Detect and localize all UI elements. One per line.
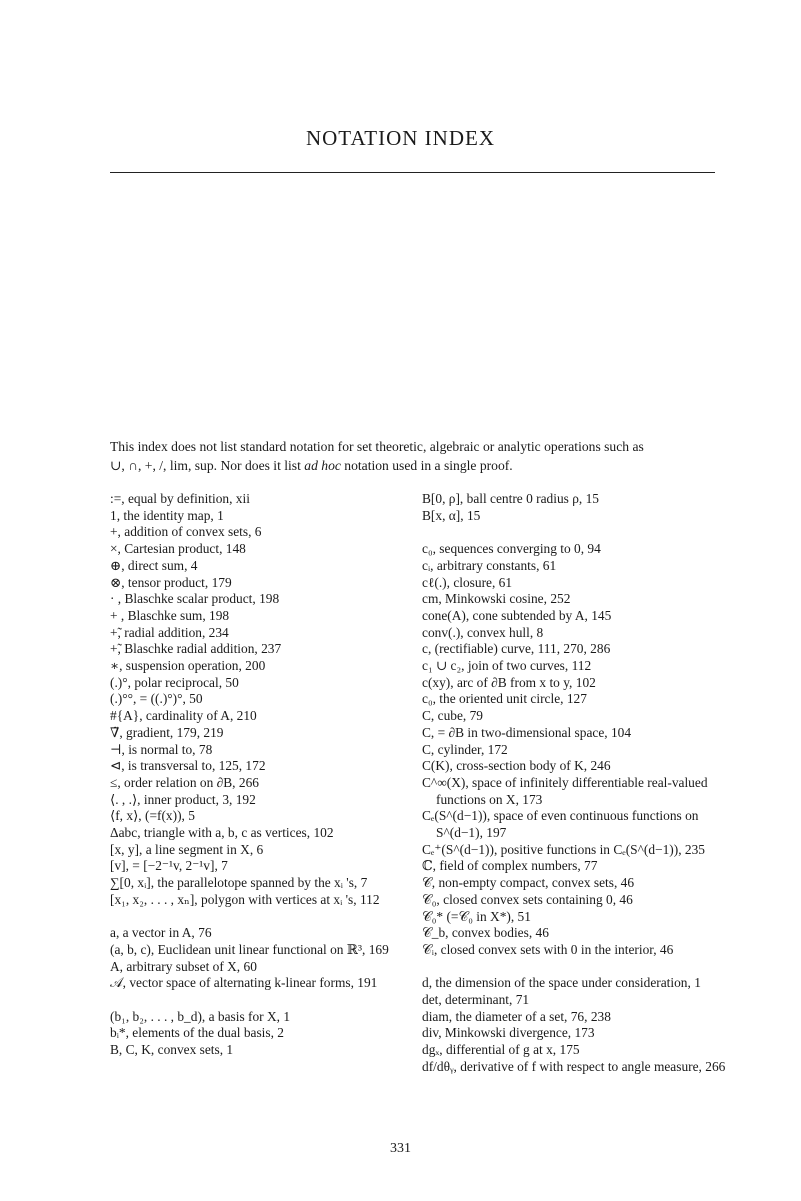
intro-line-2 [110,456,716,475]
index-entry: c(xy), arc of ∂B from x to y, 102 [422,674,596,690]
index-entry: (.)°°, = ((.)°)°, 50 [110,691,203,707]
index-entry: ⟨. , .⟩, inner product, 3, 192 [110,791,256,807]
index-entry: ≤, order relation on ∂B, 266 [110,774,259,790]
index-entry: (.)°, polar reciprocal, 50 [110,674,239,690]
group-spacer [422,959,727,976]
index-entry: ∇̃, gradient, 179, 219 [110,724,224,740]
index-entry: (a, b, c), Euclidean unit linear functional on ℝ³, 169 [110,941,389,957]
index-entry: Cₑ⁺(S^(d−1)), positive functions in Cₑ(S^(d−1)), 235 [422,841,705,857]
index-entry: dgₓ, differential of g at x, 175 [422,1042,580,1058]
index-entry: 𝒞, non-empty compact, convex sets, 46 [422,875,635,891]
intro-line-2-end: notation used in a single proof. [340,458,513,473]
page-number: 331 [390,1141,411,1156]
index-entry: C, cube, 79 [422,708,483,724]
index-entry: +̃, radial addition, 234 [110,624,229,640]
index-entry: (b₁, b₂, . . . , b_d), a basis for X, 1 [110,1008,291,1024]
index-entry: C(K), cross-section body of K, 246 [422,758,611,774]
intro-line-2-start: ∪, ∩, +, /, lim, sup. Nor does it list [110,458,305,473]
index-entry: [x₁, x₂, . . . , xₙ], polygon with vertices at xᵢ 's, 112 [110,891,380,907]
index-entry: + , Blaschke sum, 198 [110,607,230,623]
index-entry: cm, Minkowski cosine, 252 [422,591,571,607]
index-entry: B[x, α], 15 [422,507,481,523]
index-entry: · , Blaschke scalar product, 198 [110,591,280,607]
index-entry: C^∞(X), space of infinitely differentiable real-valued functions on X, 173 [422,774,708,807]
intro-paragraph [110,437,716,475]
index-entry: cᵢ, arbitrary constants, 61 [422,557,557,573]
index-entry: ℂ, field of complex numbers, 77 [422,858,598,874]
index-entry: c₁ ∪ c₂, join of two curves, 112 [422,658,592,674]
right-index-column [422,491,727,1076]
index-entry: 𝒞_b, convex bodies, 46 [422,925,549,941]
index-entry: cone(A), cone subtended by A, 145 [422,607,612,623]
index-entry: Cₑ(S^(d−1)), space of even continuous functions on S^(d−1), 197 [422,808,699,841]
left-index-column [110,491,410,1059]
index-entry: 𝒞ᵢ, closed convex sets with 0 in the interior, 46 [422,941,674,957]
index-entry: B[0, ρ], ball centre 0 radius ρ, 15 [422,491,599,506]
index-entry: cℓ(.), closure, 61 [422,574,513,590]
page-title: NOTATION INDEX [305,126,496,150]
index-entry: 𝒜, vector space of alternating k-linear forms, 191 [110,975,378,991]
intro-line-2-emphasis: ad hoc [304,458,341,473]
index-entry: det, determinant, 71 [422,992,530,1008]
index-entry: ⟨f, x⟩, (=f(x)), 5 [110,808,195,824]
index-entry: #{A}, cardinality of A, 210 [110,708,257,724]
index-entry: diam, the diameter of a set, 76, 238 [422,1008,611,1024]
index-entry: Δabc, triangle with a, b, c as vertices, 102 [110,825,334,841]
group-spacer [110,909,410,926]
index-entry: df/dθᵧ, derivative of f with respect to angle measure, 266 [422,1058,726,1074]
index-entry: +̃, Blaschke radial addition, 237 [110,641,282,657]
index-entry: B, C, K, convex sets, 1 [110,1042,234,1058]
index-entry: ⊲, is transversal to, 125, 172 [110,758,266,774]
index-entry: ×, Cartesian product, 148 [110,541,246,557]
index-entry: :=, equal by definition, xii [110,491,250,506]
intro-line-1: This index does not list standard notation for set theoretic, algebraic or analytic operations such as [110,439,644,454]
index-entry: div, Minkowski divergence, 173 [422,1025,595,1041]
index-entry: ∗, suspension operation, 200 [110,658,266,674]
index-entry: 1, the identity map, 1 [110,507,224,523]
group-spacer [110,992,410,1009]
index-entry: 𝒞₀* (=𝒞₀ in X*), 51 [422,908,531,924]
index-entry: +, addition of convex sets, 6 [110,524,262,540]
index-entry: c, (rectifiable) curve, 111, 270, 286 [422,641,611,657]
index-entry: bᵢ*, elements of the dual basis, 2 [110,1025,284,1041]
index-entry: C, cylinder, 172 [422,741,508,757]
index-entry: ⊣, is normal to, 78 [110,741,213,757]
index-entry: d, the dimension of the space under consideration, 1 [422,975,701,991]
index-entry: A, arbitrary subset of X, 60 [110,958,257,974]
index-entry: c₀, the oriented unit circle, 127 [422,691,587,707]
index-entry: 𝒞₀, closed convex sets containing 0, 46 [422,891,633,907]
index-entry: conv(.), convex hull, 8 [422,624,544,640]
index-entry: C, = ∂B in two-dimensional space, 104 [422,724,632,740]
index-entry: [v], = [−2⁻¹v, 2⁻¹v], 7 [110,858,228,874]
index-entry: c₀, sequences converging to 0, 94 [422,541,601,557]
index-entry: ⊕, direct sum, 4 [110,557,198,573]
index-entry: [x, y], a line segment in X, 6 [110,841,264,857]
index-entry: ⊗, tensor product, 179 [110,574,232,590]
index-entry: ∑[0, xᵢ], the parallelotope spanned by the xᵢ 's, 7 [110,875,368,891]
title-rule [110,172,715,173]
index-entry: a, a vector in A, 76 [110,925,212,941]
group-spacer [422,524,727,541]
